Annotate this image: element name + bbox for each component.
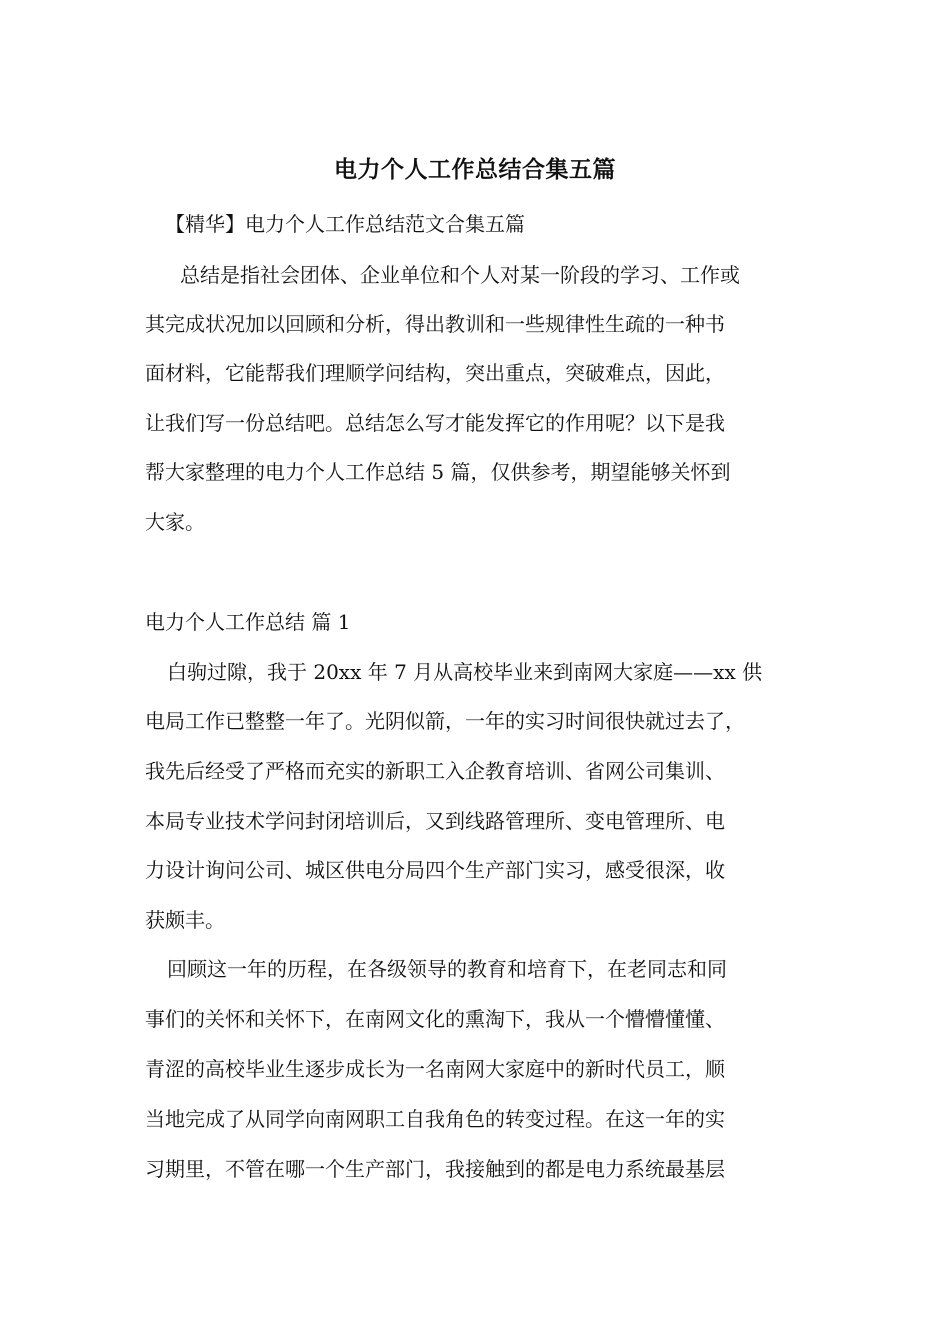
intro-line: 大家。 bbox=[145, 510, 205, 534]
paragraph-line: 习期里，不管在哪一个生产部门，我接触到的都是电力系统最基层 bbox=[145, 1157, 725, 1181]
paragraph-line: 事们的关怀和关怀下，在南网文化的熏淘下，我从一个懵懵懂懂、 bbox=[145, 1007, 725, 1031]
intro-line: 面材料，它能帮我们理顺学问结构，突出重点，突破难点，因此， bbox=[145, 361, 725, 385]
paragraph-line: 回顾这一年的历程，在各级领导的教育和培育下，在老同志和同 bbox=[167, 957, 727, 981]
intro-line: 帮大家整理的电力个人工作总结 5 篇，仅供参考，期望能够关怀到 bbox=[145, 460, 731, 484]
intro-line: 其完成状况加以回顾和分析，得出教训和一些规律性生疏的一种书 bbox=[145, 312, 725, 336]
paragraph-line: 电局工作已整整一年了。光阴似箭，一年的实习时间很快就过去了， bbox=[145, 709, 745, 733]
paragraph-line: 我先后经受了严格而充实的新职工入企教育培训、省网公司集训、 bbox=[145, 759, 725, 783]
intro-line: 让我们写一份总结吧。总结怎么写才能发挥它的作用呢？以下是我 bbox=[145, 411, 725, 435]
paragraph-line: 力设计询问公司、城区供电分局四个生产部门实习，感受很深，收 bbox=[145, 858, 725, 882]
document-title: 电力个人工作总结合集五篇 bbox=[334, 156, 616, 183]
paragraph-line: 白驹过隙，我于 20xx 年 7 月从高校毕业来到南网大家庭——xx 供 bbox=[167, 660, 763, 684]
paragraph-line: 本局专业技术学问封闭培训后，又到线路管理所、变电管理所、电 bbox=[145, 809, 725, 833]
section-heading: 电力个人工作总结 篇 1 bbox=[145, 610, 351, 634]
document-subtitle: 【精华】电力个人工作总结范文合集五篇 bbox=[165, 212, 525, 236]
intro-line: 总结是指社会团体、企业单位和个人对某一阶段的学习、工作或 bbox=[180, 263, 740, 287]
paragraph-line: 当地完成了从同学向南网职工自我角色的转变过程。在这一年的实 bbox=[145, 1107, 725, 1131]
paragraph-line: 青涩的高校毕业生逐步成长为一名南网大家庭中的新时代员工，顺 bbox=[145, 1057, 725, 1081]
paragraph-line: 获颇丰。 bbox=[145, 908, 225, 932]
